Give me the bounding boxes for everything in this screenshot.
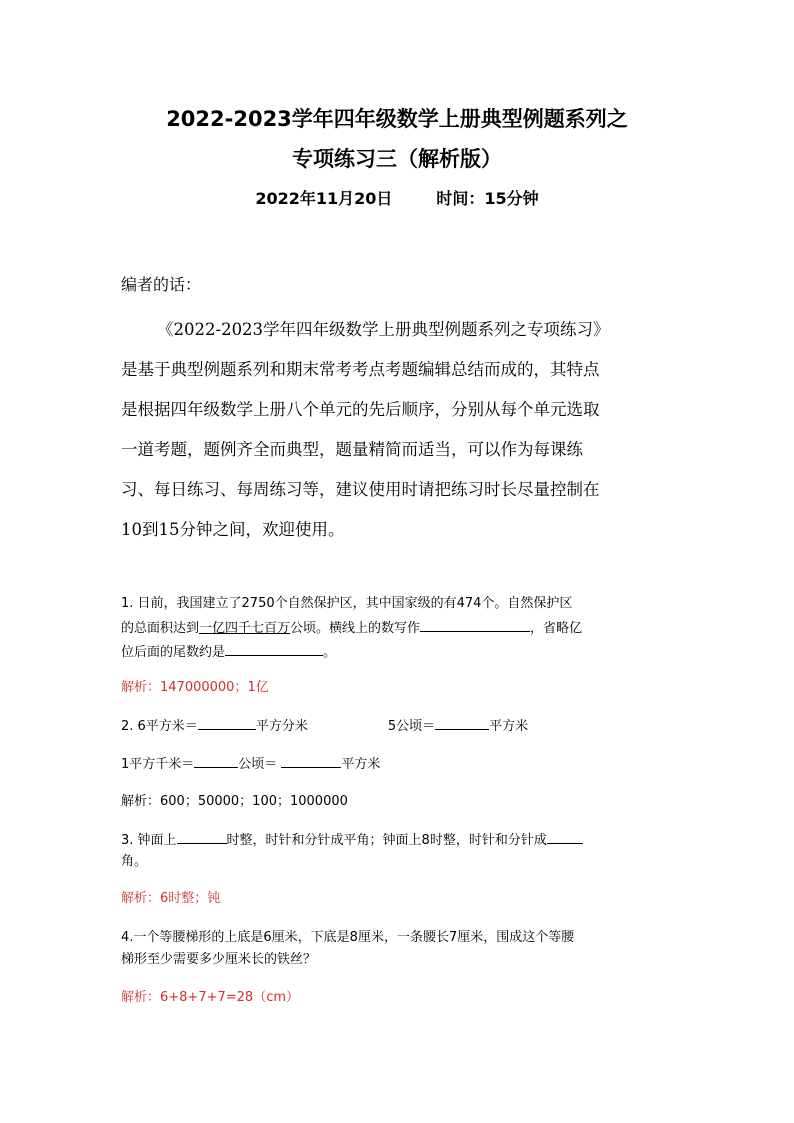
question-2-line1 [121, 714, 681, 739]
document-title-line2: 专项练习三（解析版） [292, 147, 502, 171]
question-3-line2: 角。 [121, 854, 148, 869]
editor-note-line: 是根据四年级数学上册八个单元的先后顺序，分别从每个单元选取 [121, 400, 600, 419]
question-1-line1: 1. 日前，我国建立了2750个自然保护区，其中国家级的有474个。自然保护区 [121, 596, 573, 611]
document-time-limit: 时间：15分钟 [436, 189, 539, 208]
answer-blank [198, 714, 256, 730]
document-date: 2022年11月20日 [255, 189, 393, 208]
question-text: 。 [323, 645, 337, 660]
editor-note [121, 310, 681, 550]
question-1-answer: 解析：147000000；1亿 [121, 680, 269, 695]
question-text: 3. 钟面上 [121, 833, 177, 848]
question-1-line2 [121, 616, 681, 641]
question-1-line3 [121, 640, 681, 665]
editor-note-label: 编者的话： [121, 275, 202, 294]
question-text: 平方米 [341, 757, 381, 772]
answer-blank [225, 640, 323, 656]
answer-blank [547, 828, 583, 844]
answer-blank [420, 616, 530, 632]
question-text: 2. 6平方米＝ [121, 719, 198, 734]
editor-note-line: 《2022-2023学年四年级数学上册典型例题系列之专项练习》 [157, 320, 610, 339]
question-2-answer: 解析：600；50000；100；1000000 [121, 794, 348, 809]
document-meta [0, 186, 794, 212]
answer-blank [281, 752, 341, 768]
question-text: ，省略亿 [530, 621, 583, 636]
question-text: 5公顷＝ [387, 719, 436, 734]
question-text: 时整，时针和分针成平角；钟面上8时整，时针和分针成 [226, 833, 547, 848]
question-text: 的总面积达到 [121, 621, 200, 636]
question-text: 公顷。横线上的数写作 [290, 621, 421, 636]
question-text: 1平方千米＝ [121, 757, 195, 772]
answer-blank [435, 714, 489, 730]
answer-blank [194, 752, 238, 768]
question-4-line1: 4.一个等腰梯形的上底是6厘米，下底是8厘米，一条腰长7厘米，围成这个等腰 [121, 930, 575, 945]
question-4-line2: 梯形至少需要多少厘米长的铁丝？ [121, 952, 317, 967]
editor-note-line: 一道考题，题例齐全而典型，题量精简而适当，可以作为每课练 [121, 440, 583, 459]
question-text: 位后面的尾数约是 [121, 645, 226, 660]
editor-note-line: 习、每日练习、每周练习等，建议使用时请把练习时长尽量控制在 [121, 480, 600, 499]
question-text: 平方米 [489, 719, 529, 734]
question-2-line2 [121, 752, 681, 777]
editor-note-line: 10到15分钟之间，欢迎使用。 [121, 520, 345, 539]
question-3-answer: 解析：6时整；钝 [121, 891, 221, 906]
question-text: 公顷＝ [238, 757, 282, 772]
underlined-number: 一亿四千七百万 [199, 621, 291, 636]
document-title-line1: 2022-2023学年四年级数学上册典型例题系列之 [166, 107, 628, 131]
editor-note-line: 是基于典型例题系列和期末常考考点考题编辑总结而成的，其特点 [121, 360, 600, 379]
question-text: 平方分米 [255, 719, 308, 734]
question-4-answer: 解析：6+8+7+7=28（cm） [121, 990, 300, 1005]
answer-blank [177, 828, 227, 844]
